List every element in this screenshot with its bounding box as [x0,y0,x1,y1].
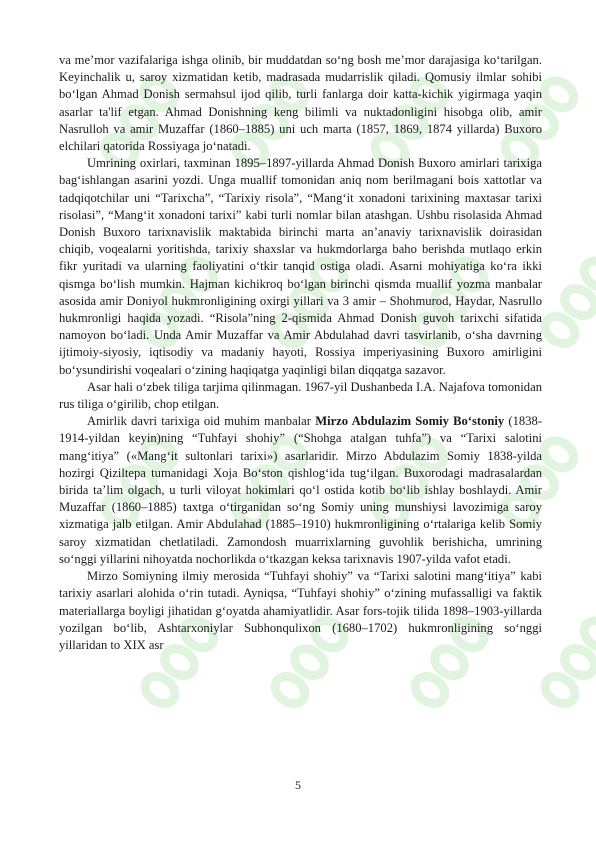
watermark-mark [540,615,596,709]
document-body [59,52,542,654]
paragraph [59,413,542,568]
paragraph: Asar hali o‘zbek tiliga tarjima qilinmagan. 1967-yil Dushanbeda I.A. Najafova tomonidan rus tiliga o‘girilib, chop etilgan. [59,379,542,412]
paragraph: Mirzo Somiyning ilmiy merosida “Tuhfayi shohiy” va “Tarixi salotini mang‘itiya” kabi tarixiy asarlari alohida o‘rin tutadi. Ayniqsa, “Tuhfayi shohiy” o‘zining mufassalligi va faktik materiallarga boyligi jihatidan g‘oyatda ahamiyatlidir. Asar fors-tojik tilida 1898–1903-yillarda yozilgan bo‘lib, Ashtarxoniylar Subhonqulixon (1680–1702) hukmronligining so‘nggi yillaridan to XIX asr [59,569,542,652]
paragraph: Umrining oxirlari, taxminan 1895–1897-yillarda Ahmad Donish Buxoro amirlari tarixiga bag‘ishlangan asarini yozdi. Unga muallif tomonidan aniq nom berilmagani bois xattotlar va tadqiqotchilar uni “Tarixcha”, “Tarixiy risola”, “Mang‘it xonadoni tarixining maxtasar tarixi risolasi”, “Mang‘it xonadoni tarixi” kabi turli nomlar bilan atashgan. Ushbu risolasida Ahmad Donish Buxoro tarixnavislik maktabida birinchi marta an’anaviy tarixnavislik doirasidan chiqib, voqealarni yoritishda, tarixiy shaxslar va hukmdorlarga baho berishda mutlaqo erkin fikr yuritadi va ularning faoliyatini o‘tkir tanqid ostiga oladi. Asarni mohiyatiga ko‘ra ikki qismga bo‘lish mumkin. Hajman kichikroq bo‘lgan birinchi qismda muallif yozma manbalar asosida amir Doniyol hukmronligining oxirgi yillari va 3 amir – Shohmurod, Haydar, Nasrullo hukmronligi haqida yozadi. “Risola”ning 2-qismida Ahmad Donish guvoh tarixchi sifatida namoyon bo‘ladi. Unda Amir Muzaffar va Amir Abdulahad davri tasvirlanib, o‘sha davrning ijtimoiy-siyosiy, iqtisodiy va madaniy hayoti, Rossiya imperiyasining Buxoro amirligini bo‘ysundirishi voqealari o‘zining haqiqatga yaqinligi bilan diqqatga sazavor. [59,156,542,377]
author-name: Mirzo Abdulazim Somiy Bo‘stoniy [315,414,505,429]
paragraph-text: Amirlik davri tarixiga oid muhim manbalar [87,414,316,429]
paragraph: va me’mor vazifalariga ishga olinib, bir muddatdan so‘ng bosh me’mor darajasiga ko‘tarilgan. Keyinchalik u, saroy xizmatidan ketib, madrasada mudarrislik qiladi. Qomusiy ilmlar sohibi bo‘lgan Ahmad Donish sermahsul ijod qilib, turli fanlarga doir katta-kichik yigirmaga yaqin asarlar ta'lif etgan. Ahmad Donishning keng bilimli va nuktadonligini hisobga olib, amir Nasrulloh va amir Muzaffar (1860–1885) uni uch marta (1857, 1869, 1874 yillarda) Buxoro elchilari qatorida Rossiyaga jo‘natadi. [59,53,542,154]
paragraph-text: (1838-1914-yildan keyin)ning “Tuhfayi shohiy” (“Shohga atalgan tuhfa”) va “Tarixi salotini mang‘itiya” («Mang‘it sultonlari tarixi») asarlaridir. Mirzo Abdulazim Somiy 1838-yilda hozirgi Qiziltepa tumanidagi Xoja Bo‘ston qishlog‘ida tug‘ilgan. Buxorodagi madrasalardan birida ta’lim olgach, u turli viloyat hokimlari qo‘l ostida kotib bo‘lib ishlay boshlaydi. Amir Muzaffar (1860–1885) taxtga o‘tirganidan so‘ng Somiy uning munshiysi lavozimiga saroy xizmatiga jalb etilgan. Amir Abdulahad (1885–1910) hukmronligining o‘rtalariga kelib Somiy saroy xizmatidan chetlatiladi. Zamondosh muarrixlarning guvohlik berishicha, umrining so‘nggi yillarini nihoyatda nochorlikda o‘tkazgan keksa tarixnavis 1907-yilda vafot etadi. [59,414,542,566]
watermark-mark [540,255,596,349]
page-number: 5 [295,778,301,792]
